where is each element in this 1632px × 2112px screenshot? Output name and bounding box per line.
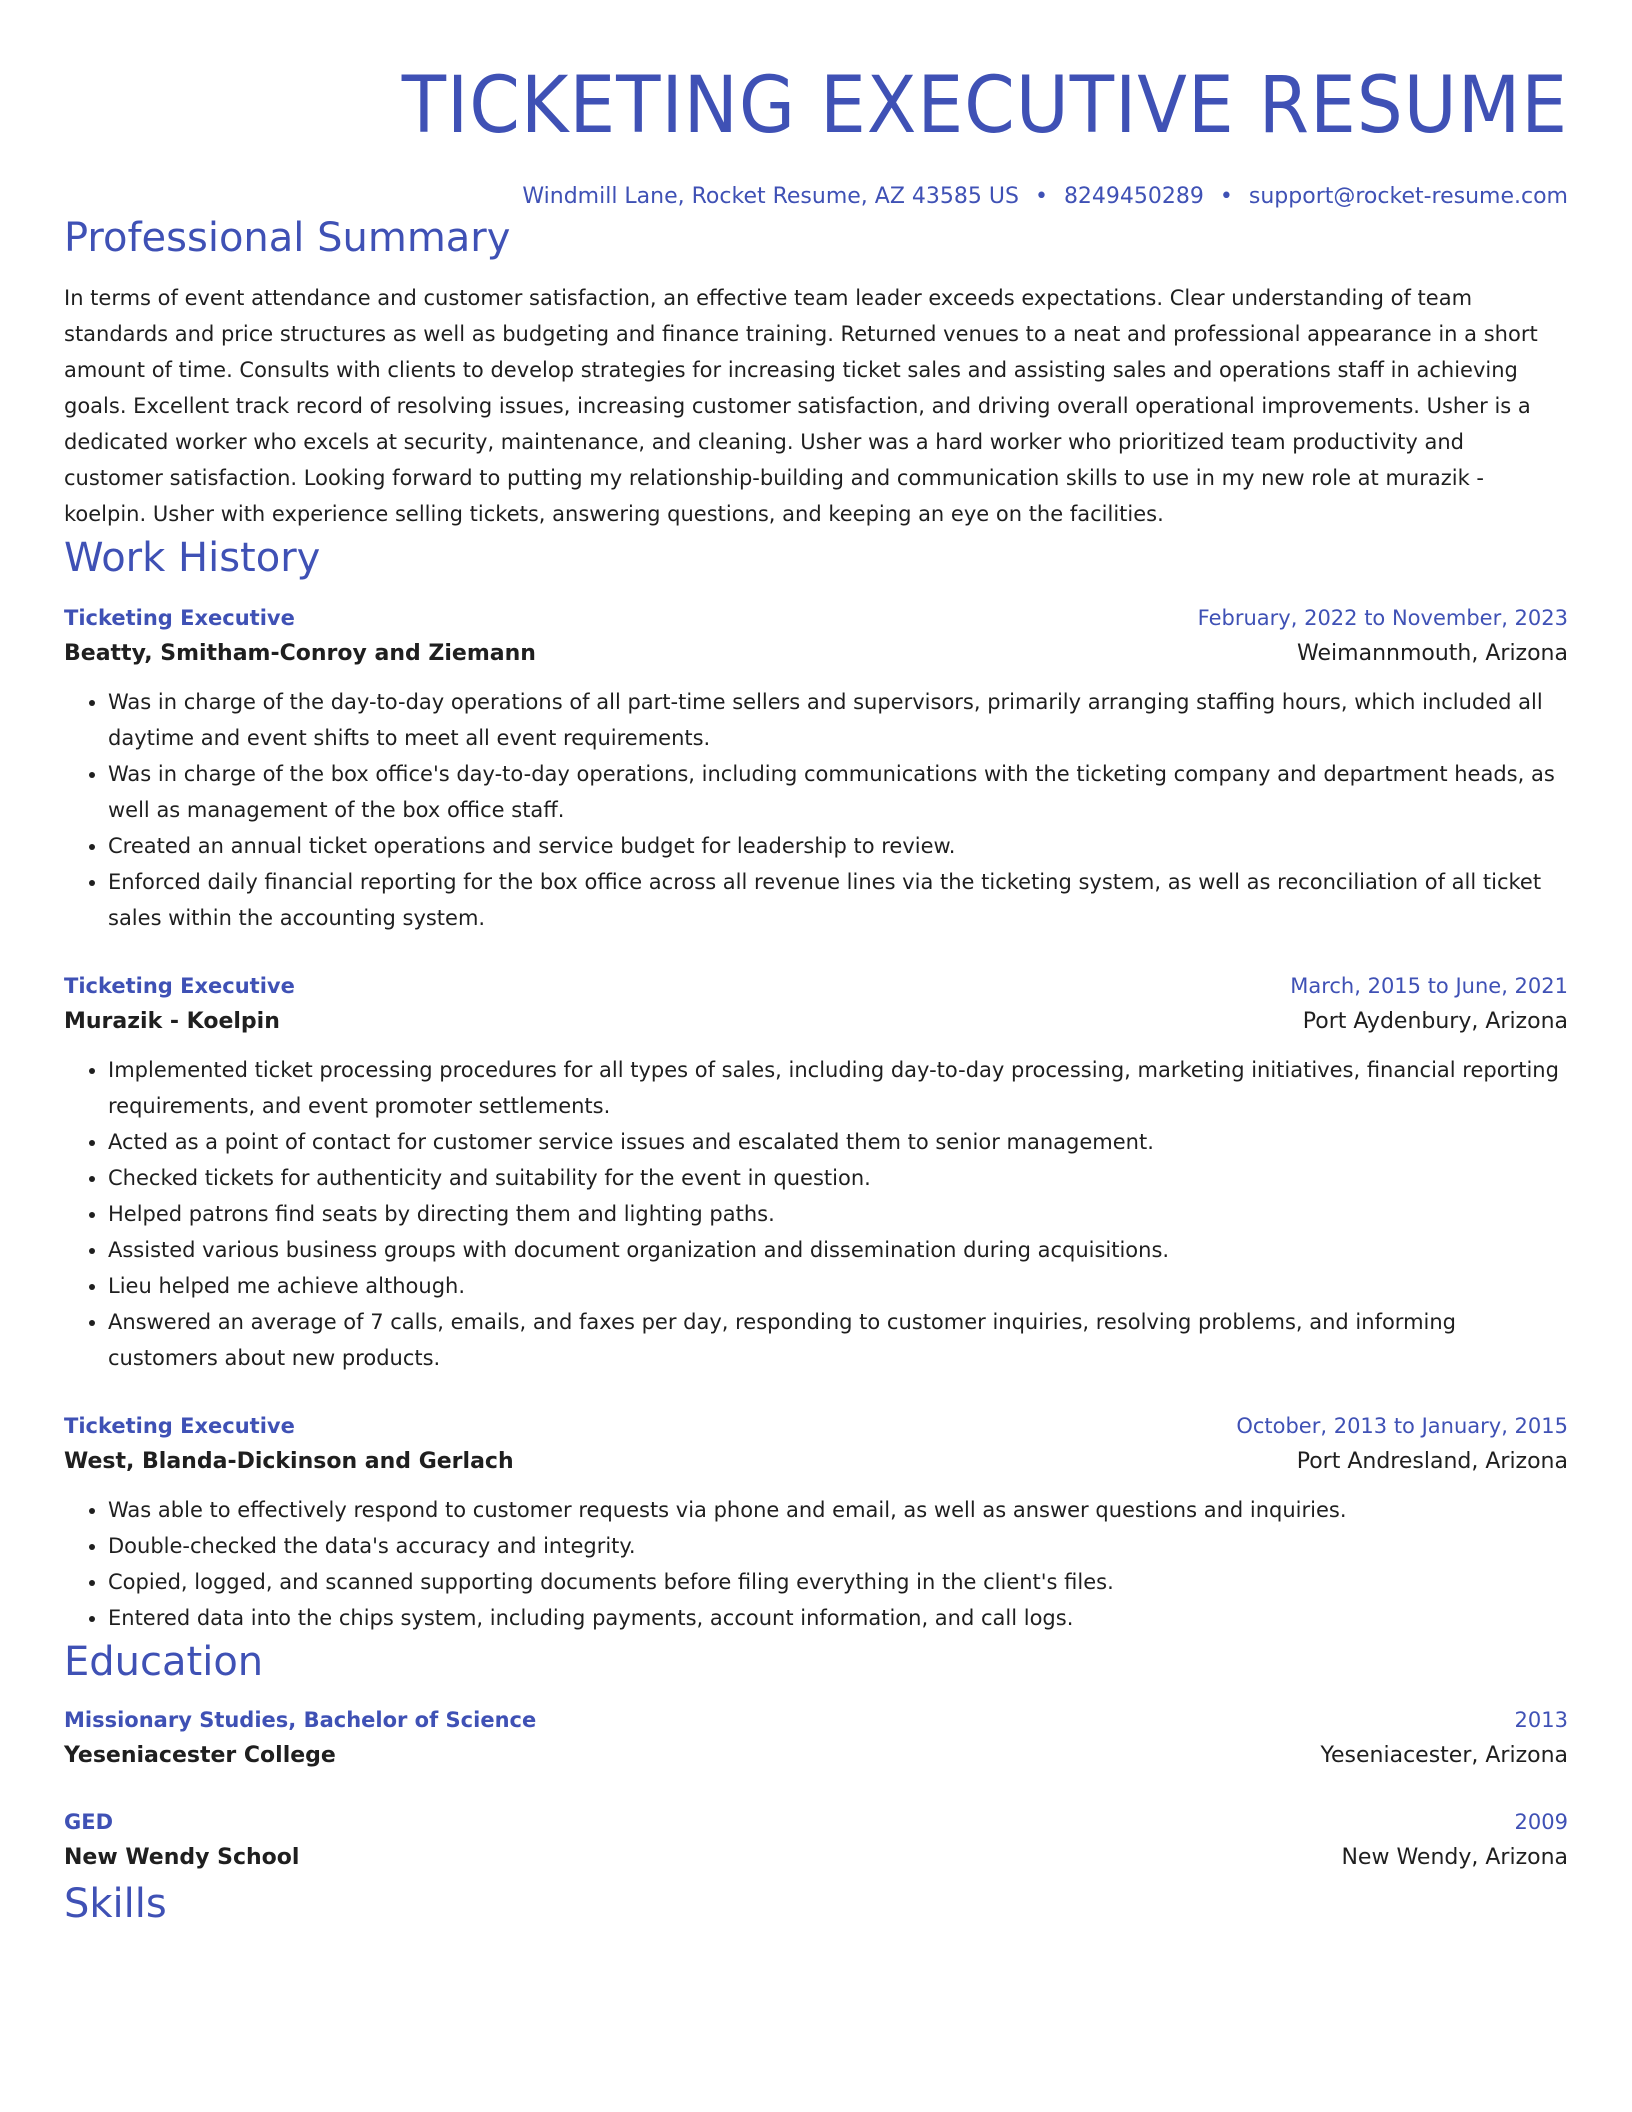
education-heading: Education (64, 1639, 264, 1685)
education-list (64, 1704, 1568, 1878)
job-bullet: • Checked tickets for authenticity and suitability for the event in question. (108, 1160, 1568, 1196)
job-bullet: • Was able to effectively respond to customer requests via phone and email, as well as answer questions and inquiries. (108, 1492, 1568, 1528)
education-school: Yeseniacester College (64, 1743, 336, 1768)
job-employer-row (64, 634, 1568, 674)
job-dates: February, 2022 to November, 2023 (1197, 606, 1568, 630)
job-bullet: • Assisted various business groups with document organization and dissemination during acquisitions. (108, 1232, 1568, 1268)
contact-separator: • (1034, 184, 1048, 209)
work-history-list (64, 602, 1568, 1636)
summary-heading: Professional Summary (64, 215, 511, 261)
contact-separator: • (1219, 184, 1233, 209)
education-school-row (64, 1838, 1568, 1878)
job-bullets (64, 684, 1568, 936)
job-role: Ticketing Executive (64, 606, 295, 630)
job-location: Port Aydenbury, Arizona (1302, 1009, 1568, 1034)
job-header-row (64, 970, 1568, 1002)
education-header-row (64, 1704, 1568, 1736)
education-entry (64, 1806, 1568, 1878)
job-bullet: • Helped patrons find seats by directing them and lighting paths. (108, 1196, 1568, 1232)
job-bullet: • Implemented ticket processing procedures for all types of sales, including day-to-day processing, marketing initiatives, financial reporting requirements, and event promoter settlements. (108, 1052, 1568, 1124)
skills-heading: Skills (64, 1881, 167, 1927)
contact-email[interactable]: support@rocket-resume.com (1248, 184, 1568, 209)
contact-phone: 8249450289 (1063, 184, 1204, 209)
education-header-row (64, 1806, 1568, 1838)
job-bullet: • Answered an average of 7 calls, emails, and faxes per day, responding to customer inquiries, resolving problems, and informing customers about new products. (108, 1304, 1568, 1376)
job-entry (64, 970, 1568, 1376)
education-school: New Wendy School (64, 1845, 300, 1870)
job-bullet: • Enforced daily financial reporting for the box office across all revenue lines via the ticketing system, as well as reconciliation of all ticket sales within the accounting system. (108, 864, 1568, 936)
job-bullet: • Entered data into the chips system, including payments, account information, and call logs. (108, 1600, 1568, 1636)
job-bullet: • Copied, logged, and scanned supporting documents before filing everything in the client's files. (108, 1564, 1568, 1600)
job-entry (64, 1410, 1568, 1636)
job-bullet: • Was in charge of the box office's day-to-day operations, including communications with the ticketing company and department heads, as well as management of the box office staff. (108, 756, 1568, 828)
job-bullet: • Acted as a point of contact for customer service issues and escalated them to senior management. (108, 1124, 1568, 1160)
job-bullet: • Was in charge of the day-to-day operations of all part-time sellers and supervisors, primarily arranging staffing hours, which included all daytime and event shifts to meet all event requirements. (108, 684, 1568, 756)
job-employer: Murazik - Koelpin (64, 1009, 280, 1034)
job-bullets (64, 1492, 1568, 1636)
job-location: Port Andresland, Arizona (1296, 1449, 1568, 1474)
job-employer-row (64, 1442, 1568, 1482)
job-bullets (64, 1052, 1568, 1376)
summary-text: In terms of event attendance and customer satisfaction, an effective team leader exceeds expectations. Clear understanding of team standards and price structures as well as budgeting and finance training. Returned venues to a neat and professional appearance in a short amount of time. Consults with clients to develop strategies for increasing ticket sales and assisting sales and operations staff in achieving goals. Excellent track record of resolving issues, increasing customer satisfaction, and driving overall operational improvements. Usher is a dedicated worker who excels at security, maintenance, and cleaning. Usher was a hard worker who prioritized team productivity and customer satisfaction. Looking forward to putting my relationship-building and communication skills to use in my new role at murazik - koelpin. Usher with experience selling tickets, answering questions, and keeping an eye on the facilities. (64, 286, 1538, 526)
work-history-heading: Work History (64, 535, 321, 581)
resume-title: TICKETING EXECUTIVE RESUME (401, 61, 1568, 151)
education-year: 2013 (1514, 1708, 1568, 1732)
job-location: Weimannmouth, Arizona (1297, 641, 1568, 666)
job-employer: West, Blanda-Dickinson and Gerlach (64, 1449, 514, 1474)
job-employer-row (64, 1002, 1568, 1042)
contact-address: Windmill Lane, Rocket Resume, AZ 43585 US (522, 184, 1019, 209)
job-header-row (64, 602, 1568, 634)
education-school-row (64, 1736, 1568, 1776)
job-dates: March, 2015 to June, 2021 (1290, 974, 1568, 998)
job-dates: October, 2013 to January, 2015 (1236, 1414, 1568, 1438)
job-role: Ticketing Executive (64, 974, 295, 998)
job-employer: Beatty, Smitham-Conroy and Ziemann (64, 641, 536, 666)
job-header-row (64, 1410, 1568, 1442)
job-bullet: • Double-checked the data's accuracy and integrity. (108, 1528, 1568, 1564)
education-degree: Missionary Studies, Bachelor of Science (64, 1708, 537, 1732)
contact-line (64, 182, 1568, 212)
education-year: 2009 (1514, 1810, 1568, 1834)
job-entry (64, 602, 1568, 936)
job-role: Ticketing Executive (64, 1414, 295, 1438)
education-entry (64, 1704, 1568, 1776)
job-bullet: • Created an annual ticket operations and service budget for leadership to review. (108, 828, 1568, 864)
job-bullet: • Lieu helped me achieve although. (108, 1268, 1568, 1304)
education-location: New Wendy, Arizona (1341, 1845, 1568, 1870)
education-degree: GED (64, 1810, 114, 1834)
education-location: Yeseniacester, Arizona (1320, 1743, 1568, 1768)
